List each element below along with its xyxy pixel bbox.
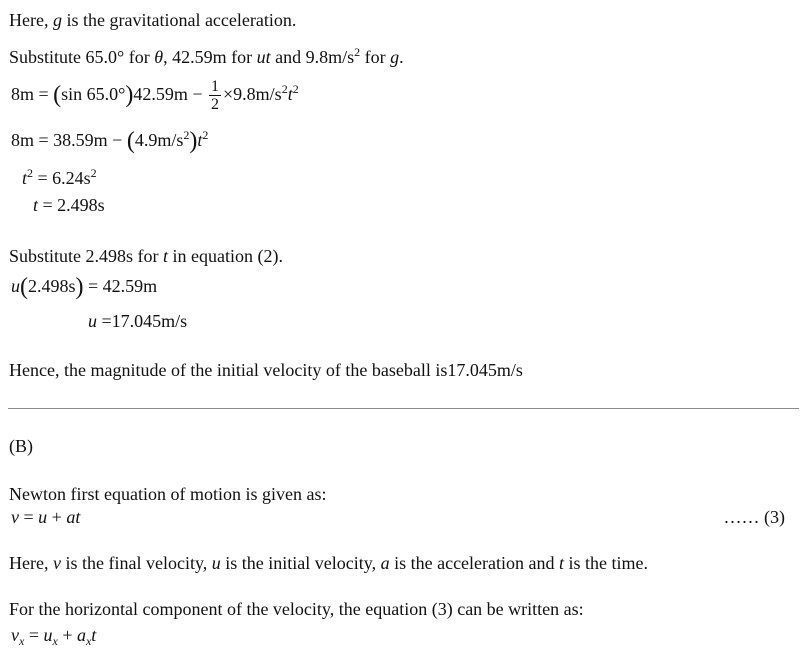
section-divider: [8, 408, 799, 409]
text-newton-first-equation: Newton first equation of motion is given as:: [9, 484, 327, 504]
equation-8: $v_x = u_x + a_xt$: [11, 625, 97, 648]
text-horizontal-component: For the horizontal component of the velocity, the equation (3) can be written as:: [9, 599, 584, 619]
text-variable-definitions: Here, v is the final velocity, u is the initial velocity, a is the acceleration and t is the time.: [9, 553, 649, 573]
text-substitution-1: Substitute 65.0° for θ, 42.59m for ut and $9.8m/s^2$ for g.: [9, 45, 404, 67]
text-substitution-2: Substitute 2.498s for t in equation (2).: [9, 246, 284, 266]
fraction-one-half: $\frac{1}{2}$: [211, 78, 220, 114]
equation-3: $t^2 = 6.24s^2$: [22, 166, 97, 188]
section-label: (B): [9, 436, 33, 456]
equation-7: v = u + at …… (3): [11, 507, 785, 527]
equation-4: t = 2.498s: [33, 195, 105, 215]
text-gravity-definition: Here, g is the gravitational acceleration.: [9, 10, 297, 30]
equation-6: u =17.045m/s: [88, 311, 188, 331]
equation-1: 8m = (sin 65.0°)42.59m − $\frac{1}{2}$ $\times 9.8m/s^2t^2$: [11, 78, 299, 114]
text-conclusion: Hence, the magnitude of the initial velocity of the baseball is17.045m/s: [9, 360, 523, 380]
equation-2: $8m = 38.59m - (4.9m/s^2)t^2$: [11, 128, 209, 154]
equation-5: u(2.498s) = 42.59m: [11, 274, 158, 300]
equation-number-3: …… (3): [723, 507, 785, 527]
